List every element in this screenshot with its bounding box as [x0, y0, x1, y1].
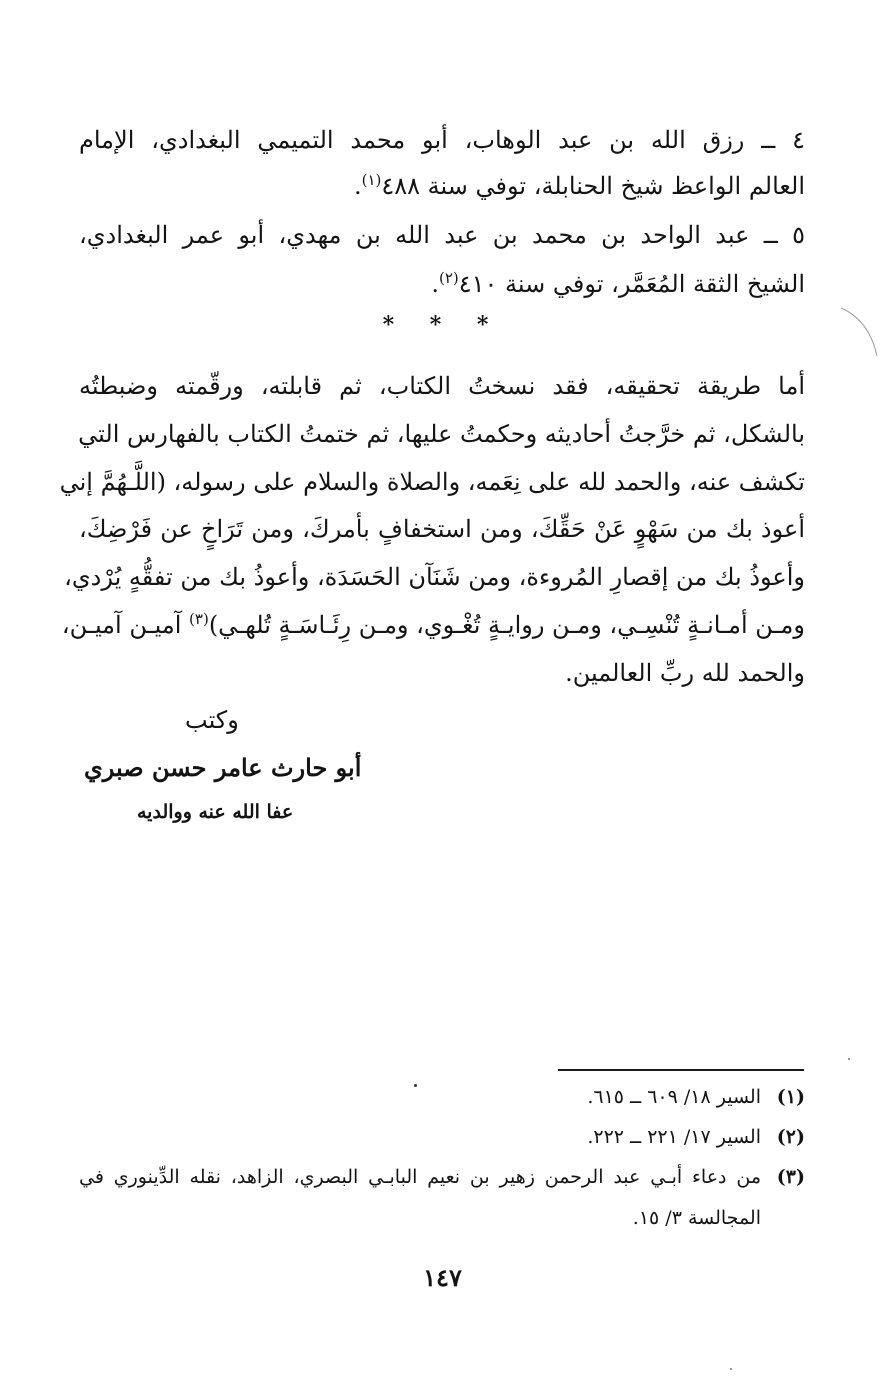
entry-5-line-2 — [79, 264, 805, 304]
paragraph-line-2: بالشكل، ثم خرَّجتُ أحاديثه وحكمتُ عليها، ثم ختمتُ الكتاب بالفهارس التي — [78, 420, 805, 448]
entry-4-text: العالم الواعظ شيخ الحنابلة، توفي سنة ٤٨٨ — [381, 172, 805, 200]
paragraph-line-5: وأعوذُ بك من إقصارِ المُروءة، ومن شَنَآن الحَسَدَة، وأعوذُ بك من تفقُّهٍ يُرْدي، — [64, 563, 805, 591]
footnote-1-text: السير ١٨/ ٦٠٩ ــ ٦١٥. — [587, 1086, 761, 1108]
entry-4-end: . — [353, 172, 362, 200]
page-edge-mark — [839, 300, 879, 360]
section-separator: * * * — [382, 312, 503, 338]
entry-5-end: . — [431, 270, 439, 298]
footnote-ref-2[interactable]: (٢) — [438, 269, 459, 287]
footnote-ref-3[interactable]: (٣) — [189, 610, 209, 628]
page-speck-2 — [848, 1058, 850, 1060]
signature-prayer: عفا الله عنه ووالديه — [137, 801, 294, 823]
paragraph-line-6-after: آميـن آميـن، — [61, 611, 190, 639]
paragraph-line-7: والحمد لله ربِّ العالمين. — [565, 659, 805, 687]
entry-4-line-1: ٤ ــ رزق الله بن عبد الوهاب، أبو محمد التميمي البغدادي، الإمام — [79, 126, 805, 154]
footnote-3-continuation: المجالسة ٣/ ١٥. — [632, 1207, 761, 1229]
paragraph-line-6-text: ومـن أمـانـةٍ تُنْسِـي، ومـن روايـةٍ تُغْـوي، ومـن رِئَـاسَـةٍ تُلهـي) — [208, 611, 805, 639]
paragraph-line-1: أما طريقة تحقيقه، فقد نسختُ الكتاب، ثم قابلته، ورقّمته وضبطتُه — [79, 372, 805, 400]
footnote-2 — [79, 1118, 805, 1156]
paragraph-line-6 — [61, 605, 805, 645]
signature-name: أبو حارث عامر حسن صبري — [84, 753, 362, 782]
footnote-3-text: من دعاء أبـي عبد الرحمن زهير بن نعيم البابـي البصري، الزاهد، نقله الدِّينوري في — [79, 1166, 761, 1188]
page-number: ١٤٧ — [423, 1263, 462, 1292]
entry-5-line-1: ٥ ــ عبد الواحد بن محمد بن عبد الله بن مهدي، أبو عمر البغدادي، — [79, 221, 806, 249]
entry-5-text: الشيخ الثقة المُعَمَّر، توفي سنة ٤١٠ — [458, 270, 805, 298]
footnote-1 — [79, 1078, 805, 1116]
footnote-1-number: (١) — [776, 1086, 805, 1108]
entry-4-line-2 — [79, 166, 805, 206]
page-speck-3 — [730, 1368, 732, 1370]
footnote-3 — [79, 1158, 805, 1196]
signature-wrote: وكتب — [185, 706, 239, 734]
footnote-ref-1[interactable]: (١) — [361, 171, 382, 189]
paragraph-line-3: تكشف عنه، والحمد لله على نِعَمه، والصلاة والسلام على رسوله، (اللَّـهُمَّ إني — [59, 468, 805, 496]
footnote-2-number: (٢) — [776, 1126, 805, 1148]
footnote-divider — [558, 1069, 804, 1071]
footnote-3-number: (٣) — [776, 1166, 805, 1188]
footnote-2-text: السير ١٧/ ٢٢١ ــ ٢٢٢. — [587, 1126, 761, 1148]
paragraph-line-4: أعوذ بك من سَهْوٍ عَنْ حَقِّكَ، ومن استخفافٍ بأمركَ، ومن تَرَاخٍ عن فَرْضِكَ، — [79, 515, 805, 543]
